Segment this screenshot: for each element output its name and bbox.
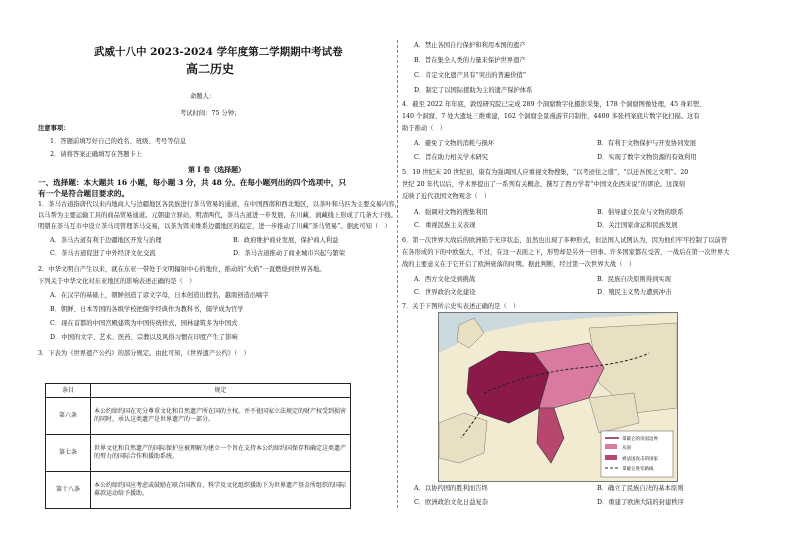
q6-option-c: C．世界政治文化建设	[414, 289, 476, 296]
q6-stem-line: 在各形成的下的中欧强大，不过，在这一表面之下，形势却是另外一回事。许多国家都在受苦，一战后在第一次世界大	[402, 249, 730, 256]
q1-stem-line: 明朝在茶马互市中设立茶马司管理茶马交易，以茶为饵来维系边疆地区的稳定，进一步推动了川藏“茶马贸易”。据此可知（ ）	[38, 223, 391, 230]
q4-option-b: B．有利于文物保护与开发协同发展	[597, 140, 697, 147]
q6-stem-line: 战的主要意义在于它开启了欧洲衰落的时期。据此判断，经过第一次世界大战（ ）	[402, 261, 635, 268]
q3-option-c: C．肯定文化遗产具有“突出的普遍价值”	[414, 72, 527, 79]
table-cell-article: 第六条	[46, 398, 91, 435]
q1-option-a: A．茶马古道有利于边疆地区开发与治理	[50, 237, 162, 244]
q2-option-c: C．现在首都的中国宫殿建筑为中国传统样式，园林建筑多为中国式	[50, 320, 238, 327]
table-header-article: 条目	[46, 384, 91, 398]
time-label: 考试时间：75 分钟；	[180, 110, 241, 117]
q7-option-a: A．以协约国的胜利而告终	[414, 485, 488, 492]
napoleonic-europe-map	[438, 312, 678, 482]
q3-option-b: B．旨在集全人类的力量来保护世界遗产	[414, 57, 526, 64]
q4-option-a: A．避免了文物的消耗与损坏	[414, 140, 495, 147]
q5-stem-line: 反映了近代我国文物观念（ ）	[402, 193, 491, 200]
table-header-row	[46, 384, 351, 398]
legend-label: 拿破仑的帝国边界	[622, 436, 658, 441]
q7-stem: 7．关于下图所示史实表述正确的是（ ）	[402, 303, 520, 310]
author-label: 命题人：	[190, 93, 216, 100]
note-item: 2．请将答案正确填写在答题卡上	[50, 151, 143, 158]
q5-option-a: A．强调对文物的搜集利用	[414, 209, 488, 216]
q6-option-d: D．殖民主义势力遭到冲击	[597, 289, 672, 296]
subject-title: 高二历史	[186, 62, 235, 76]
q2-option-b: B．朝鲜、日本等国的各级学校把儒学经典作为教科书，儒学成为官学	[50, 306, 244, 313]
q1-stem-line: 以马帮为主要运输工具的商品贸易通道。元朝建立驿站，明清两代，茶马古道进一步发展，在川藏、滇藏线上形成了几条大干线。	[38, 212, 397, 219]
exam-title: 武威十八中 2023-2024 学年度第二学期期中考试卷	[94, 46, 343, 58]
q2-stem-line: 2．中华文明自产生以来，就在东亚一带处于文明辐射中心的地位，推动的“火焰”一直燃烧到世界各地。	[38, 266, 326, 273]
table-row	[46, 435, 351, 472]
q5-option-d: D．关注国家命运和民族发展	[597, 222, 678, 229]
q1-stem-line: 1．茶马古道指唐代以来内地商人与边疆地区各民族进行茶马贸易的通道，在中国西南和西北地区，以茶叶和马匹为主要交易内容，	[38, 201, 401, 208]
legend-label: 拿破仑进军路线	[622, 466, 654, 471]
volume-heading: 第 I 卷（选择题）	[188, 165, 246, 174]
q5-option-c: C．重视民族主义表现	[414, 222, 476, 229]
q1-option-c: C．茶马古道促进了中外经济文化交流	[50, 250, 156, 257]
q5-stem-line: 世纪 20 年代以后，学术界提出了一系列有关概念，撰写了西方学者“中国文化西来说”的谬论。这深刻	[402, 181, 685, 188]
column-divider	[397, 40, 398, 508]
q4-stem-line: 4．截至 2022 年年底，敦煌研究院已完成 289 个洞窟数字化摄影采集，178 个洞窟图像处理，45 身彩塑、	[402, 101, 706, 108]
legend-label: 被法国攻击的国家	[622, 456, 658, 461]
table-cell-article: 第七条	[46, 435, 91, 472]
q6-option-b: B．民族自决原则得到实现	[597, 276, 671, 283]
map-legend	[601, 431, 673, 477]
table-row	[46, 472, 351, 509]
table-cell-provision: 本公约缔约国在充分尊重文化和自然遗产所在国的主权，并不使国家立法规定的财产权受到损害的同时，承认这类遗产是世界遗产的一部分。	[91, 398, 351, 435]
table-header-provision: 规定	[91, 384, 351, 398]
legend-ally-swatch	[605, 444, 617, 449]
heritage-convention-table	[45, 383, 351, 509]
q1-option-d: D．茶马古道推动了商业城市兴起与繁荣	[233, 250, 346, 257]
q4-option-c: C．旨在助力相关学术研究	[414, 154, 489, 161]
q7-option-b: B．确立了民族自决的基本原则	[597, 485, 684, 492]
q3-option-d: D．制定了以国际援助为主的遗产保护体系	[414, 87, 533, 94]
table-row	[46, 398, 351, 435]
q2-option-a: A．在汉字的基础上，朝鲜创造了谚文字母，日本创造出假名，越南创造出喃字	[50, 292, 269, 299]
table-cell-provision: 本公约缔约国应考虑或鼓励在联合国教育、科学及文化组织援助下为世界遗产基金所组织的国际募款运动给予援助。	[91, 472, 351, 509]
legend-attacked-swatch	[605, 455, 617, 460]
q6-stem-line: 6．第一次世界大战后的欧洲陷于无序状态，虽然也出现了多种形式，但法国人试图认为，因为他们牢牢控制了以前曾	[402, 237, 728, 244]
q7-option-c: C．欧洲政治文化日益复杂	[414, 499, 489, 506]
q2-stem-line: 下列关于中华文化对东亚地区的影响表述正确的是（ ）	[38, 278, 196, 285]
q7-option-d: D．重建了欧洲大陆的封建秩序	[597, 499, 684, 506]
q3-option-a: A．禁止各国自行保护和利用本国的遗产	[414, 42, 526, 49]
section-heading-cont: 有一个是符合题目要求的。	[38, 189, 130, 198]
table-cell-article: 第十八条	[46, 472, 91, 509]
q6-option-a: A．西方文化受到挑战	[414, 276, 476, 283]
notes-heading: 注意事项：	[38, 125, 70, 132]
legend-label: 从国	[622, 445, 631, 450]
table-cell-provision: 世界文化和自然遗产的国际保护应被理解为建立一个旨在支持本公约缔约国保存和确定这类遗产的努力的国际合作和援助系统。	[91, 435, 351, 472]
q5-option-b: B．倡导建立民众与文物的联系	[597, 209, 684, 216]
note-item: 1．答题前填写好自己的姓名、班级、考号等信息	[50, 138, 187, 145]
q5-stem-line: 5．19 世纪末 20 世纪初，康有为强调国人应重视文物搜集，“以考迹往之盛”，“以迁吾国之文明”。20	[402, 169, 689, 176]
map-svg	[439, 313, 677, 481]
section-heading: 一、选择题：本大题共 16 小题，每小题 3 分，共 48 分。在每小题列出的四个选项中，只	[38, 178, 347, 187]
q1-option-b: B．政府维护商业发展，保护商人利益	[233, 237, 339, 244]
q4-option-d: D．实现了数字文物资源的有效利用	[597, 154, 697, 161]
q4-stem-line: 140 个洞窟、7 处大遗址三维重建，162 个洞窟全景漫游节目制作，4400 多张档案底片数字化扫描。这有	[402, 113, 700, 120]
q4-stem-line: 助于推动（ ）	[402, 125, 447, 132]
q2-option-d: D．中国的文字、艺术、医药、宗教以及风俗习惯在印度产生了影响	[50, 334, 238, 341]
q3-stem: 3．下表为《世界遗产公约》的部分规定。由此可知，《世界遗产公约》（ ）	[38, 350, 250, 357]
